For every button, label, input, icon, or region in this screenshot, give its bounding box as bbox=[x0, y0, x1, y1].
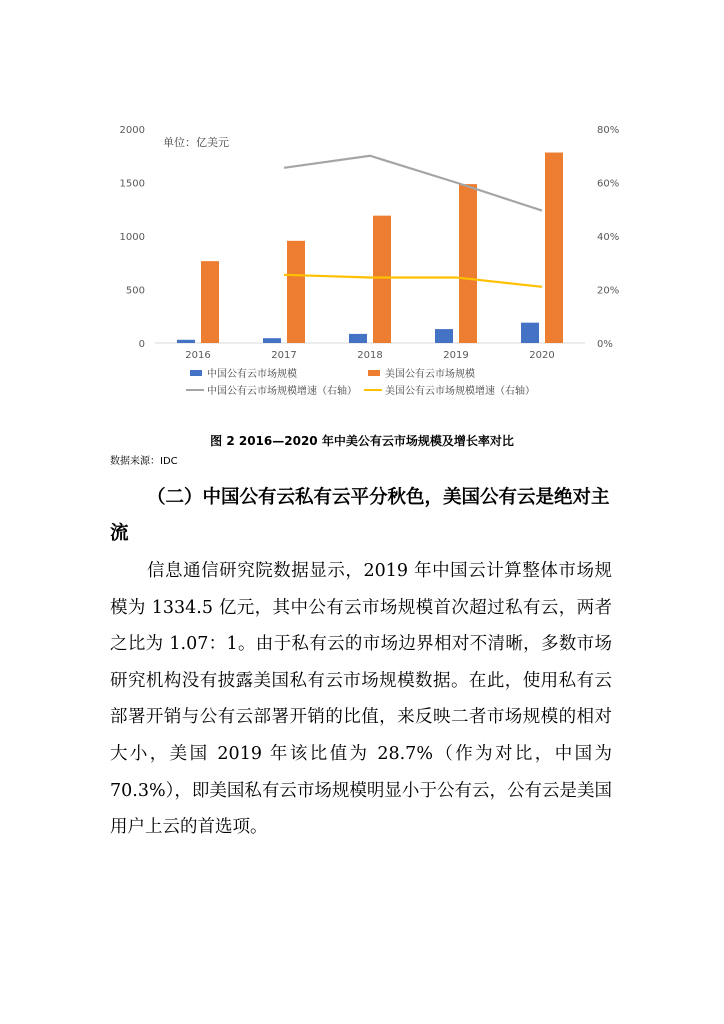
bar bbox=[545, 153, 563, 343]
market-size-chart bbox=[0, 0, 724, 420]
series-line bbox=[284, 275, 542, 287]
legend-swatch bbox=[190, 370, 202, 376]
x-tick-label: 2020 bbox=[529, 350, 555, 361]
bar bbox=[263, 338, 281, 343]
x-tick-label: 2018 bbox=[357, 350, 383, 361]
bar bbox=[349, 334, 367, 343]
figure-caption: 图 2 2016—2020 年中美公有云市场规模及增长率对比 bbox=[210, 434, 514, 448]
y-left-tick-label: 2000 bbox=[119, 125, 145, 136]
bar bbox=[373, 216, 391, 343]
bar bbox=[287, 241, 305, 343]
section-heading: （二）中国公有云私有云平分秋色，美国公有云是绝对主流 bbox=[110, 487, 610, 544]
y-right-tick-label: 20% bbox=[597, 285, 620, 297]
y-right-tick-label: 80% bbox=[597, 125, 620, 136]
body-paragraph: 信息通信研究院数据显示，2019 年中国云计算整体市场规模为 1334.5 亿元，其中公有云市场规模首次超过私有云，两者之比为 1.07：1。由于私有云的市场边界相对不清晰，多数市场研究机构没有披露美国私有云市场规模数据。在此，使用私有云部署开销与公有云部署开销的比值，来反映二者市场规模的相对大小，美国 2019 年该比值为 28.7%（作为对比，中国为 70.3%），即美国私有云市场规模明显小于公有云，公有云是美国用户上云的首选项。 bbox=[110, 561, 612, 838]
y-right-tick-label: 60% bbox=[597, 178, 620, 190]
bar bbox=[435, 329, 453, 343]
legend-label: 美国公有云市场规模增速（右轴） bbox=[385, 386, 535, 397]
legend-label: 中国公有云市场规模 bbox=[207, 369, 297, 380]
x-tick-label: 2019 bbox=[443, 350, 469, 361]
bar bbox=[201, 261, 219, 343]
y-left-tick-label: 500 bbox=[125, 285, 145, 297]
unit-label: 单位：亿美元 bbox=[163, 136, 229, 149]
legend-swatch bbox=[368, 370, 380, 376]
legend-label: 中国公有云市场规模增速（右轴） bbox=[207, 386, 357, 397]
x-tick-label: 2016 bbox=[185, 350, 211, 361]
series-line bbox=[284, 156, 542, 211]
y-right-tick-label: 40% bbox=[597, 232, 620, 243]
bar bbox=[177, 340, 195, 343]
y-left-tick-label: 1000 bbox=[119, 232, 145, 243]
chart-container bbox=[0, 0, 724, 420]
x-tick-label: 2017 bbox=[271, 350, 297, 361]
y-left-tick-label: 1500 bbox=[119, 178, 145, 190]
bar bbox=[521, 323, 539, 343]
legend-label: 美国公有云市场规模 bbox=[385, 369, 475, 380]
y-left-tick-label: 0 bbox=[138, 339, 145, 350]
y-right-tick-label: 0% bbox=[597, 339, 613, 350]
data-source: 数据来源：IDC bbox=[110, 456, 178, 467]
bar bbox=[459, 184, 477, 343]
